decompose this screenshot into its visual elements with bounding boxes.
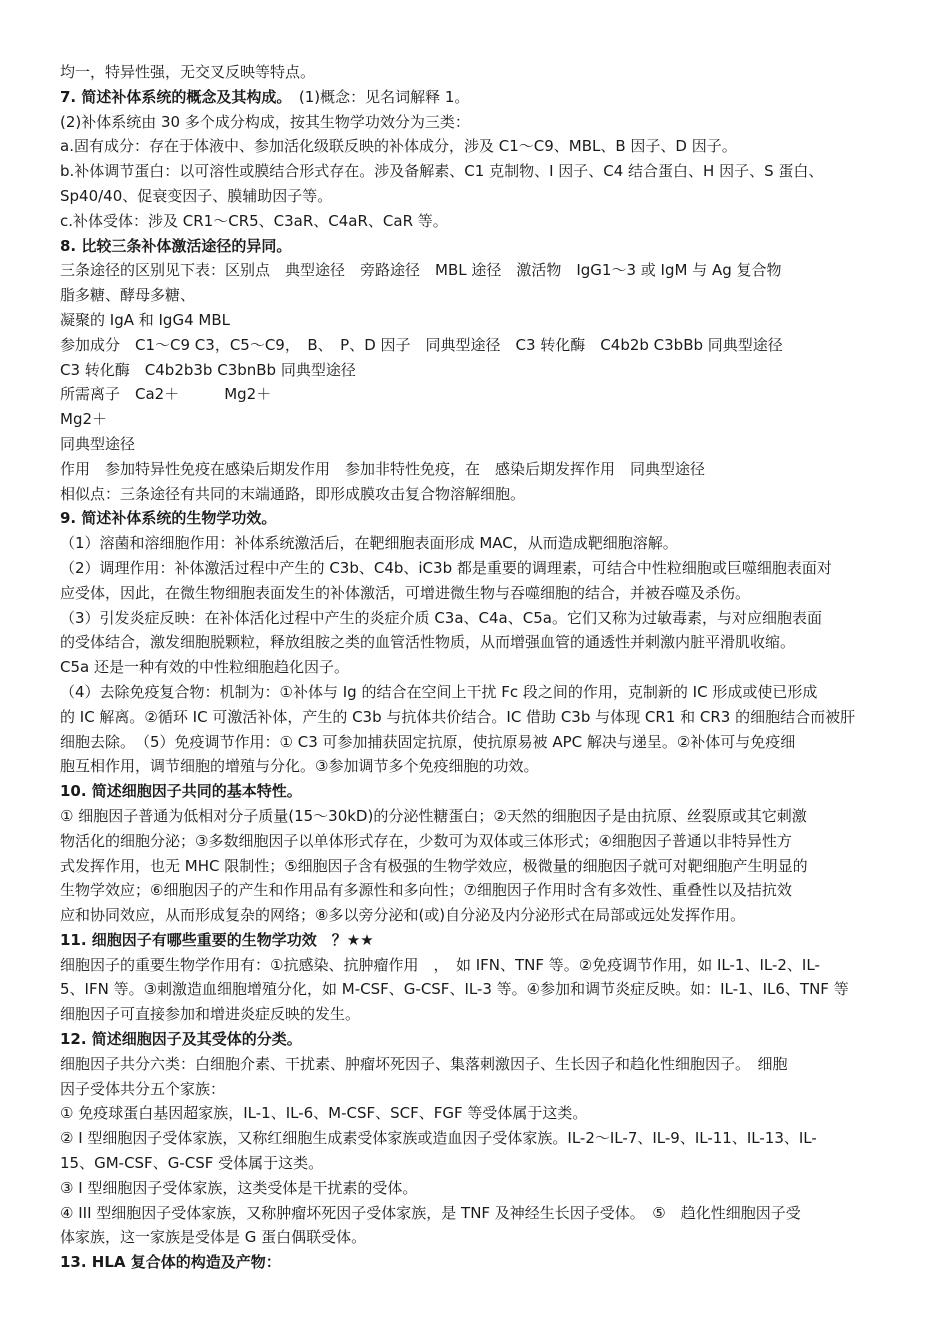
text-line: （3）引发炎症反映：在补体活化过程中产生的炎症介质 C3a、C4a、C5a。它们又称为过敏毒素，与对应细胞表面 <box>60 608 822 627</box>
text-line: 细胞去除。 （5）免疫调节作用：① C3 可参加捕获固定抗原，使抗原易被 APC 解决与递呈。②补体可与免疫细 <box>60 732 796 751</box>
text-line: 应和协同效应，从而形成复杂的网络；⑧多以旁分泌和(或)自分泌及内分泌形式在局部或远处发挥作用。 <box>60 906 746 925</box>
text-line: 作用 参加特异性免疫在感染后期发作用 参加非特性免疫，在 感染后期发挥作用 同典型途径 <box>60 459 706 478</box>
text-line: C3 转化酶 C4b2b3b C3bnBb 同典型途径 <box>60 360 356 379</box>
text-line: 所需离子 Ca2＋ Mg2＋ <box>60 385 272 404</box>
text-line: ① 免疫球蛋白基因超家族，IL-1、IL-6、M-CSF、SCF、FGF 等受体属于这类。 <box>60 1104 588 1123</box>
text-fragment: (1)概念：见名词解释 1。 <box>283 87 470 106</box>
heading-q12: 12. 简述细胞因子及其受体的分类。 <box>60 1030 302 1049</box>
text-line: 均一，特异性强，无交叉反映等特点。 <box>60 63 316 81</box>
text-line: 生物学效应；⑥细胞因子的产生和作用品有多源性和多向性；⑦细胞因子作用时含有多效性、重叠性以及拮抗效 <box>60 881 792 900</box>
text-line: 同典型途径 <box>60 434 136 453</box>
heading-q10: 10. 简述细胞因子共同的基本特性。 <box>60 782 302 801</box>
text-line: Mg2＋ <box>60 410 108 429</box>
heading-q9: 9. 简述补体系统的生物学功效。 <box>60 509 277 528</box>
text-line: 凝聚的 IgA 和 IgG4 MBL <box>60 310 230 329</box>
text-line: ② I 型细胞因子受体家族，又称红细胞生成素受体家族或造血因子受体家族。IL-2～IL-7、IL-9、IL-11、IL-13、IL- <box>60 1129 817 1148</box>
text-line: ③ I 型细胞因子受体家族，这类受体是干扰素的受体。 <box>60 1178 418 1197</box>
text-line: 物活化的细胞分泌；③多数细胞因子以单体形式存在，少数可为双体或三体形式；④细胞因子普通以非特异性方 <box>60 831 792 850</box>
text-line: 的 IC 解离。②循环 IC 可激活补体，产生的 C3b 与抗体共价结合。IC 借助 C3b 与体现 CR1 和 CR3 的细胞结合而被肝 <box>60 707 856 726</box>
text-line: ④ III 型细胞因子受体家族，又称肿瘤坏死因子受体家族，是 TNF 及神经生长因子受体。 ⑤ 趋化性细胞因子受 <box>60 1203 801 1222</box>
document-page <box>60 60 900 1275</box>
text-line: 5、IFN 等。③刺激造血细胞增殖分化，如 M-CSF、G-CSF、IL-3 等。④参加和调节炎症反映。如：IL-1、IL6、TNF 等 <box>60 980 849 999</box>
text-line: 因子受体共分五个家族： <box>60 1079 226 1098</box>
text-line: （2）调理作用：补体激活过程中产生的 C3b、C4b、iC3b 都是重要的调理素，可结合中性粒细胞或巨噬细胞表面对 <box>60 558 832 577</box>
heading-q7: 7. 简述补体系统的概念及其构成。 <box>60 87 284 106</box>
text-line: 式发挥作用，也无 MHC 限制性；⑤细胞因子含有极强的生物学效应，极微量的细胞因子就可对靶细胞产生明显的 <box>60 856 808 875</box>
text-line: 应受体，因此，在微生物细胞表面发生的补体激活，可增进微生物与吞噬细胞的结合，并被吞噬及杀伤。 <box>60 583 751 602</box>
text-line: 参加成分 C1～C9 C3，C5～C9， B、 P、D 因子 同典型途径 C3 转化酶 C4b2b C3bBb 同典型途径 <box>60 335 783 354</box>
text-line: 三条途径的区别见下表：区别点 典型途径 旁路途径 MBL 途径 激活物 IgG1～3 或 IgM 与 Ag 复合物 <box>60 261 782 280</box>
text-line: c.补体受体：涉及 CR1～CR5、C3aR、C4aR、CaR 等。 <box>60 211 448 230</box>
text-line: a.固有成分：存在于体液中、参加活化级联反映的补体成分，涉及 C1～C9、MBL、B 因子、D 因子。 <box>60 137 737 156</box>
text-line: （1）溶菌和溶细胞作用：补体系统激活后，在靶细胞表面形成 MAC，从而造成靶细胞溶解。 <box>60 534 678 553</box>
text-line: C5a 还是一种有效的中性粒细胞趋化因子。 <box>60 658 349 677</box>
text-line: b.补体调节蛋白：以可溶性或膜结合形式存在。涉及备解素、C1 克制物、I 因子、C4 结合蛋白、H 因子、S 蛋白、 <box>60 162 824 181</box>
text-line: 胞互相作用，调节细胞的增殖与分化。③参加调节多个免疫细胞的功效。 <box>60 757 539 776</box>
heading-q11: 11. 细胞因子有哪些重要的生物学功效 ？★★ <box>60 930 374 949</box>
text-line: 细胞因子的重要生物学作用有：①抗感染、抗肿瘤作用 ， 如 IFN、TNF 等。②免疫调节作用，如 IL-1、IL-2、IL- <box>60 955 820 974</box>
heading-q8: 8. 比较三条补体激活途径的异同。 <box>60 236 292 255</box>
text-line: (2)补体系统由 30 多个成分构成，按其生物学功效分为三类： <box>60 112 470 131</box>
text-line <box>60 85 900 110</box>
text-line: 相似点：三条途径有共同的末端通路，即形成膜攻击复合物溶解细胞。 <box>60 484 526 503</box>
text-line: （4）去除免疫复合物：机制为：①补体与 Ig 的结合在空间上干扰 Fc 段之间的作用，克制新的 IC 形成或使已形成 <box>60 682 818 701</box>
text-line: 15、GM-CSF、G-CSF 受体属于这类。 <box>60 1154 324 1173</box>
heading-q13: 13. HLA 复合体的构造及产物： <box>60 1253 281 1272</box>
text-line: 体家族，这一家族是受体是 G 蛋白偶联受体。 <box>60 1228 367 1247</box>
text-line: 脂多糖、酵母多糖、 <box>60 286 196 305</box>
text-line: 细胞因子共分六类：白细胞介素、干扰素、肿瘤坏死因子、集落刺激因子、生长因子和趋化性细胞因子。 细胞 <box>60 1054 788 1073</box>
text-line: 的受体结合，激发细胞脱颗粒，释放组胺之类的血管活性物质，从而增强血管的通透性并刺激内脏平滑肌收缩。 <box>60 633 796 652</box>
text-line: Sp40/40、促衰变因子、膜辅助因子等。 <box>60 186 333 205</box>
text-line: 细胞因子可直接参加和增进炎症反映的发生。 <box>60 1005 361 1024</box>
text-line: ① 细胞因子普通为低相对分子质量(15～30kD)的分泌性糖蛋白；②天然的细胞因子是由抗原、丝裂原或其它刺激 <box>60 806 807 825</box>
